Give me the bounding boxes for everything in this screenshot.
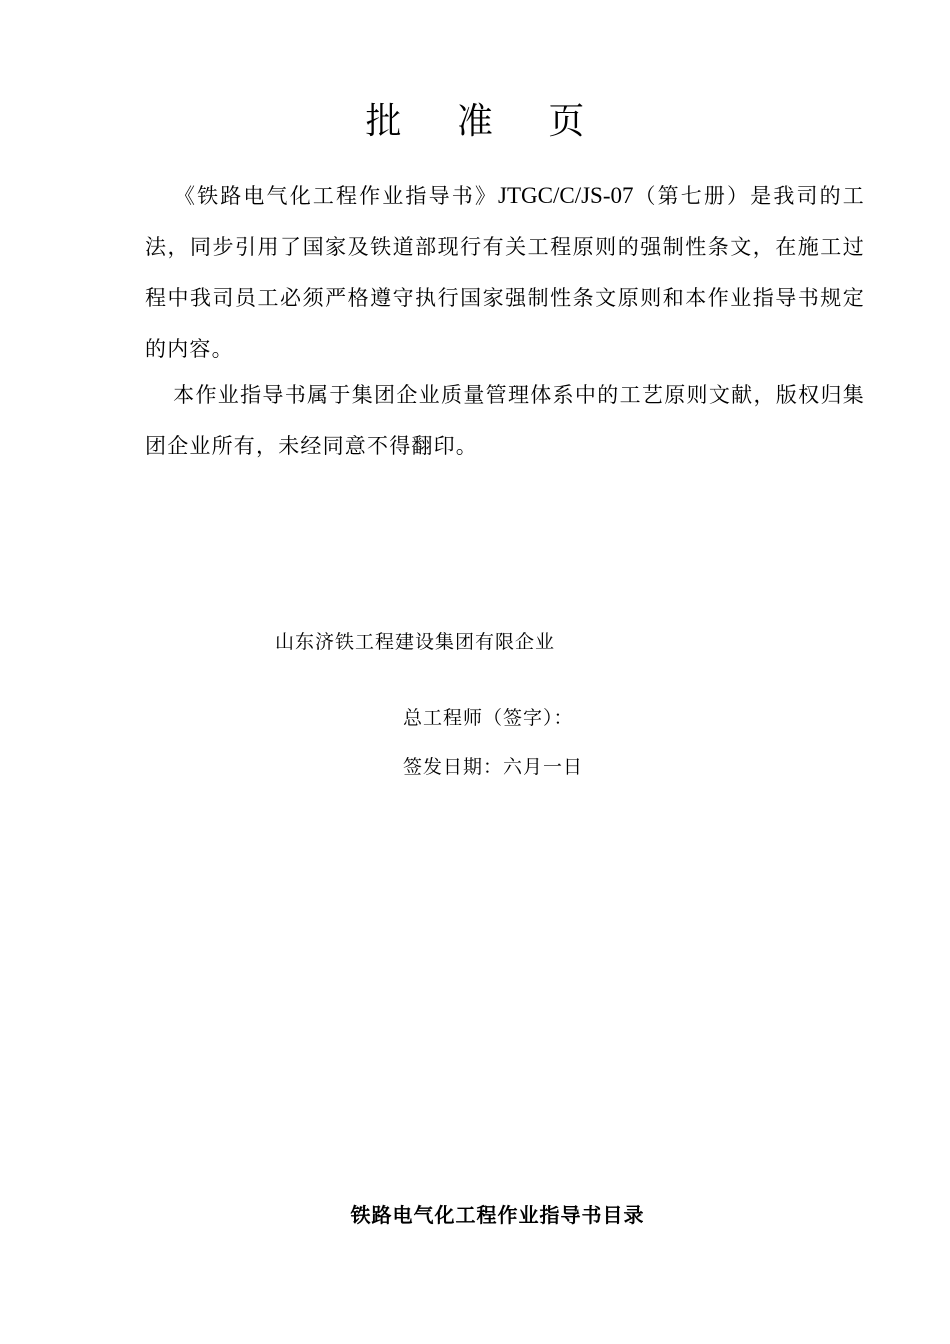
company-name: 山东济铁工程建设集团有限企业 [275, 631, 556, 653]
paragraph-text-part2: （第七册）是我司的工法，同步引用了国家及铁道部现行有关工程原则的强制性条文，在施工过程中我司员工必须严格遵守执行国家强制性条文原则和本作业指导书规定的内容。 [145, 184, 865, 361]
issue-date-line: 签发日期：六月一日 [403, 756, 584, 778]
paragraph-copyright-statement [145, 370, 865, 472]
toc-heading: 铁路电气化工程作业指导书目录 [350, 1203, 645, 1227]
page-title: 批 准 页 [365, 101, 607, 142]
paragraph-approval-statement [145, 170, 865, 375]
chief-engineer-signature-line: 总工程师（签字）： [403, 707, 574, 729]
document-code: JTGC/C/JS-07 [498, 183, 634, 208]
paragraph-text-part1: 《铁路电气化工程作业指导书》 [173, 184, 499, 208]
paragraph-text: 本作业指导书属于集团企业质量管理体系中的工艺原则文献，版权归集团企业所有，未经同意不得翻印。 [145, 383, 865, 458]
